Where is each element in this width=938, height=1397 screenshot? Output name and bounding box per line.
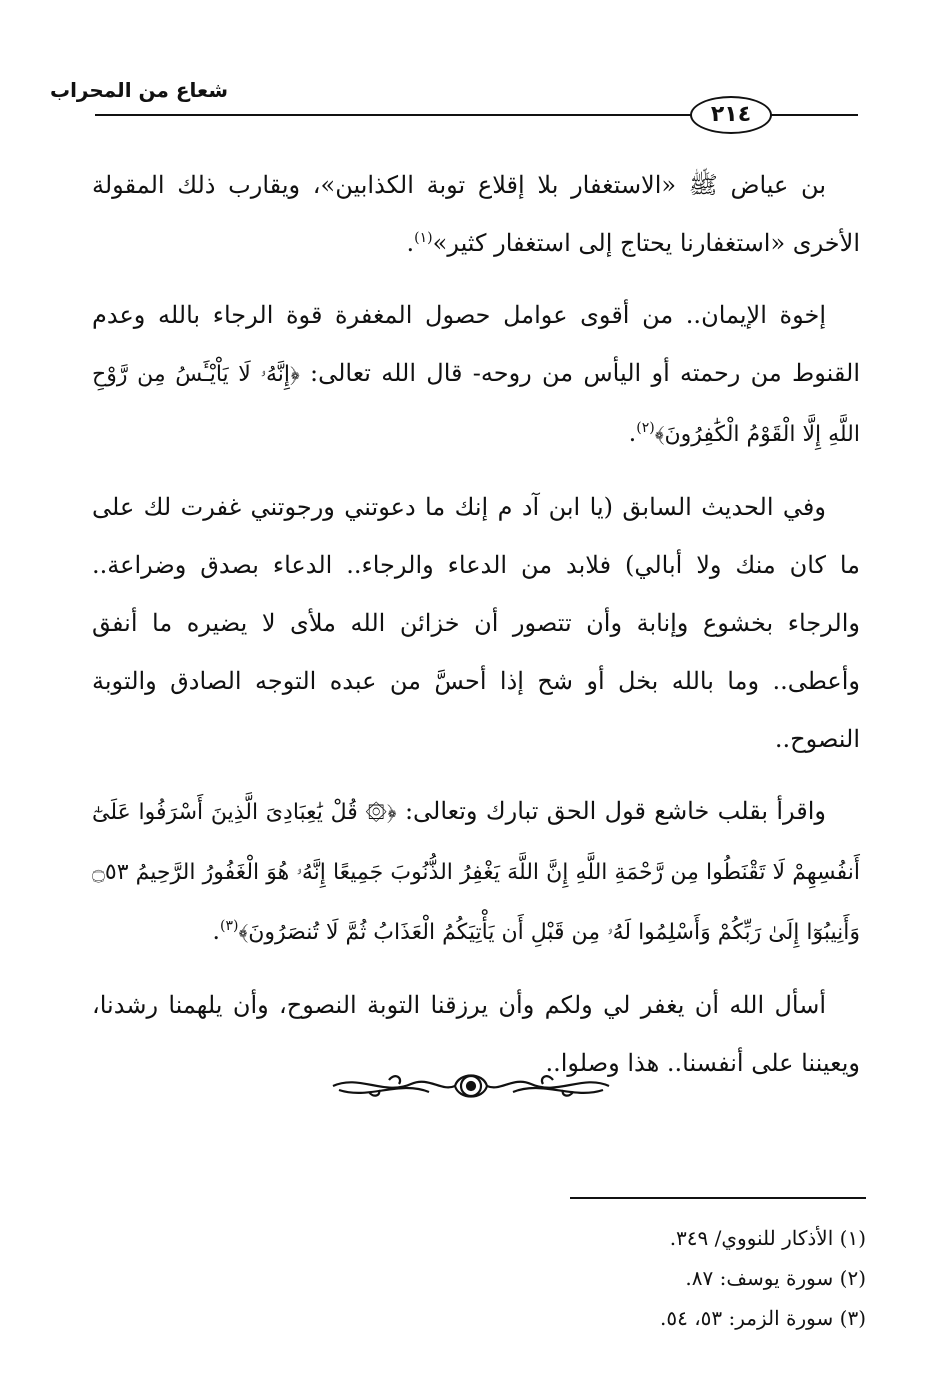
paragraph-text: أسأل الله أن يغفر لي ولكم وأن يرزقنا التوبة النصوح، وأن يلهمنا رشدنا، ويعيننا على أنفسنا.. هذا وصلوا.. [92, 991, 860, 1077]
page-number: ٢١٤ [690, 96, 772, 134]
footnote-3: (٣) سورة الزمر: ٥٣، ٥٤. [660, 1306, 866, 1330]
paragraph-text: . [212, 917, 221, 945]
footnote-reference: (٢) [636, 420, 655, 436]
paragraph-text: واقرأ بقلب خاشع قول الحق تبارك وتعالى: [396, 797, 827, 825]
paragraph [92, 286, 860, 464]
footnote-reference: (١) [414, 230, 433, 246]
ornament-divider [329, 1066, 613, 1106]
paragraph-text: . [628, 419, 637, 447]
paragraph [92, 478, 860, 768]
quran-verse: ﴿إِنَّهُۥ لَا يَاْيْـَٔسُ مِن رَّوْحِ اللَّهِ إِلَّا الْقَوْمُ الْكَٰفِرُونَ﴾ [92, 362, 860, 447]
footnote-rule [570, 1197, 866, 1199]
paragraph-text: إخوة الإيمان.. من أقوى عوامل حصول المغفرة قوة الرجاء بالله وعدم القنوط من رحمته أو اليأس من روحه- قال الله تعالى: [92, 301, 860, 387]
footnotes [300, 1218, 866, 1338]
paragraph [92, 782, 860, 962]
footnote-1: (١) الأذكار للنووي/ ٣٤٩. [669, 1226, 866, 1250]
paragraph-text: وفي الحديث السابق (يا ابن آد م إنك ما دعوتني ورجوتني غفرت لك على ما كان منك ولا أبالي) فلابد من الدعاء والرجاء.. الدعاء بصدق وضراعة.. والرجاء بخشوع وإنابة وأن تتصور أن خزائن الله ملأى لا يضيره ما أنفق وأعطى.. وما بالله بخل أو شح إذا أحسَّ من عبده التوجه الصادق والتوبة النصوح.. [92, 493, 860, 753]
footnote-reference: (٣) [220, 918, 239, 934]
body-text [92, 156, 860, 1106]
running-header-title: شعاع من المحراب [49, 78, 228, 102]
paragraph-text: بن عياض ﷺ «الاستغفار بلا إقلاع توبة الكذابين»، ويقارب ذلك المقولة الأخرى «استغفارنا يحتاج إلى استغفار كثير» [92, 171, 860, 257]
paragraph [92, 156, 860, 272]
paragraph-text: . [406, 229, 415, 257]
footnote-2: (٢) سورة يوسف: ٨٧. [685, 1266, 866, 1290]
quran-verse: ﴿۞ قُلْ يَٰعِبَادِىَ الَّذِينَ أَسْرَفُوا عَلَىٰٓ أَنفُسِهِمْ لَا تَقْنَطُوا مِن رَّحْمَةِ اللَّهِ إِنَّ اللَّهَ يَغْفِرُ الذُّنُوبَ جَمِيعًا إِنَّهُۥ هُوَ الْغَفُورُ الرَّحِيمُ ۝٥٣ وَأَنِيبُوٓا إِلَىٰ رَبِّكُمْ وَأَسْلِمُوا لَهُۥ مِن قَبْلِ أَن يَأْتِيَكُمُ الْعَذَابُ ثُمَّ لَا تُنصَرُونَ﴾ [92, 800, 860, 945]
